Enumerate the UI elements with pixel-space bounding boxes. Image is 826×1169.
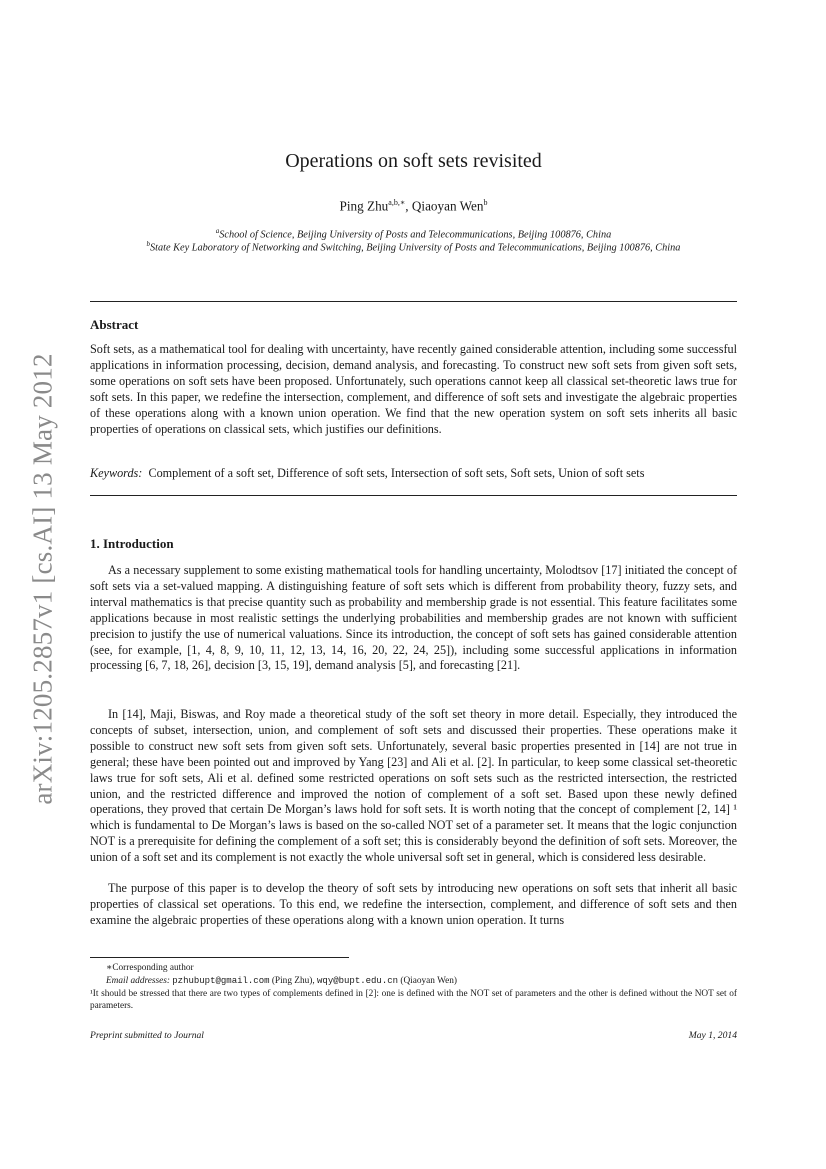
email-link[interactable]: pzhubupt@gmail.com [172, 976, 270, 986]
email-link[interactable]: wqy@bupt.edu.cn [317, 976, 399, 986]
email-owner: (Qiaoyan Wen) [398, 976, 458, 986]
footnote-1: ¹It should be stressed that there are two types of complements defined in [2]: one is defined with the NOT set of parameters and the other is defined without the NOT set of parameters. [90, 989, 737, 1011]
affiliation-a [90, 227, 737, 240]
author-affil-mark: a,b,∗ [388, 198, 406, 207]
affiliation-mark: b [146, 240, 151, 248]
abstract-bottom-rule [90, 495, 737, 496]
intro-paragraph: As a necessary supplement to some existing mathematical tools for handling uncertainty, Molodtsov [17] initiated the concept of soft sets via a set-valued mapping. A distinguishing feature of soft sets which is different from probability theory, fuzzy sets, and interval mathematics is that precise quantity such as probability and membership grade is not essential. This feature facilitates some applications because in most realistic settings the underlying probabilities and membership grades are not known with sufficient precision to justify the use of numerical valuations. Since its introduction, the concept of soft sets has gained considerable attention (see, for example, [1, 4, 8, 9, 10, 11, 12, 13, 14, 16, 20, 22, 24, 25]), including some successful applications in information processing [6, 7, 18, 26], decision [3, 15, 19], demand analysis [5], and forecasting [21]. [90, 563, 737, 673]
footer-right: May 1, 2014 [688, 1030, 737, 1041]
affiliation-text: State Key Laboratory of Networking and Switching, Beijing University of Posts and Telecommunications, Beijing 100876, China [150, 242, 681, 254]
author-name: Ping Zhu [339, 198, 389, 214]
author-name: Qiaoyan Wen [411, 198, 484, 214]
abstract-heading: Abstract [90, 317, 139, 332]
keywords-line [90, 466, 737, 481]
email-label: Email addresses: [106, 976, 170, 986]
author-separator: , [405, 198, 412, 214]
affiliation-b [90, 240, 737, 253]
arxiv-side-identifier [12, 341, 74, 816]
affiliation-mark: a [215, 227, 220, 235]
abstract-text: Soft sets, as a mathematical tool for dealing with uncertainty, have recently gained considerable attention, including some successful applications in information processing, decision, demand analysis, and forecasting. To construct new soft sets from given soft sets, some operations on soft sets have been proposed. Unfortunately, such operations cannot keep all classical set-theoretic laws true for soft sets. In this paper, we redefine the intersection, complement, and difference of soft sets and investigate the algebraic properties of these operations along with a known union operation. We find that the new operation system on soft sets inherits all basic properties of operations on classical sets, which justifies our definitions. [90, 342, 737, 436]
section-heading: 1. Introduction [90, 536, 174, 551]
intro-paragraph: The purpose of this paper is to develop the theory of soft sets by introducing new operations on soft sets that inherit all basic properties of classical set operations. To this end, we redefine the intersection, complement, and difference of soft sets and then examine the algebraic properties of these operations along with a known union operation. It turns [90, 881, 737, 927]
affiliation-text: School of Science, Beijing University of Posts and Telecommunications, Beijing 100876, China [219, 229, 612, 241]
paper-title: Operations on soft sets revisited [285, 150, 542, 172]
keywords-text: Complement of a soft set, Difference of soft sets, Intersection of soft sets, Soft sets, Union of soft sets [148, 466, 645, 480]
arxiv-id-text: arXiv:1205.2857v1 [cs.AI] 13 May 2012 [27, 352, 58, 805]
author-affil-mark: b [483, 198, 488, 207]
keywords-label: Keywords: [90, 466, 143, 480]
abstract-top-rule [90, 301, 737, 302]
footnote-emails [90, 975, 737, 987]
footnote-corresponding: ∗Corresponding author [106, 963, 194, 973]
intro-paragraph: In [14], Maji, Biswas, and Roy made a theoretical study of the soft set theory in more detail. Especially, they introduced the concepts of subset, intersection, union, and complement of soft sets and discussed their properties. These operations make it possible to construct new soft sets from given soft sets. Unfortunately, several basic properties presented in [14] are not true in general; these have been pointed out and improved by Yang [23] and Ali et al. [2]. In particular, to keep some classical set-theoretic laws true for soft sets, Ali et al. defined some restricted operations on soft sets such as the restricted intersection, the restricted union, and the restricted difference and improved the notion of complement of a soft set. Based upon these newly defined operations, they proved that certain De Morgan’s laws hold for soft sets. It is worth noting that the concept of complement [2, 14] ¹ which is fundamental to De Morgan’s laws is based on the so-called NOT set of a parameter set. It means that the logic conjunction NOT is a prerequisite for defining the complement of a soft set; this is considerably beyond the definition of soft sets. Moreover, the union of a soft set and its complement is not exactly the whole universal soft set in general, which is considered less desirable. [90, 707, 737, 865]
author-line [90, 198, 737, 214]
footer-left: Preprint submitted to Journal [90, 1030, 204, 1041]
email-owner: (Ping Zhu), [269, 976, 318, 986]
footnote-rule [90, 957, 349, 958]
